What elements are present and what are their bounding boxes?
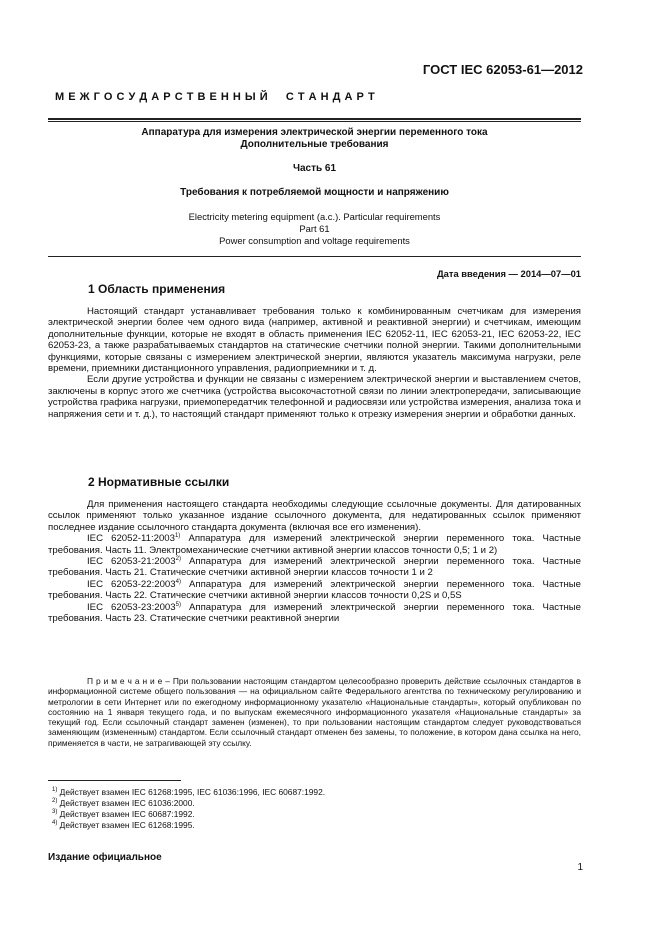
note [48, 676, 581, 748]
section1-heading: 1 Область применения [88, 282, 226, 296]
footnote-text: Действует взамен IEC 61036:2000. [57, 798, 195, 808]
reference-item [48, 533, 581, 556]
title-ru-line1: Аппаратура для измерения электрической энергии переменного тока [141, 127, 488, 138]
page-number: 1 [577, 862, 583, 873]
reference-code: IEC 62053-23:2003 [87, 601, 176, 613]
note-paragraph [48, 676, 581, 748]
intro-date: Дата введения — 2014—07—01 [436, 268, 581, 279]
section2-heading: 2 Нормативные ссылки [88, 475, 230, 489]
footnote-text: Действует взамен IEC 60687:1992. [57, 809, 195, 819]
footnote-item [52, 810, 195, 820]
standard-number: ГОСТ IEC 62053-61—2012 [422, 62, 583, 77]
reference-footnote-mark: 4) [175, 578, 181, 585]
header-rule-thick [48, 118, 581, 120]
section2-body [48, 499, 581, 624]
title-rule [48, 256, 581, 257]
title-en-line1: Electricity metering equipment (a.c.). Particular requirements [188, 211, 441, 222]
header-rule-thin [48, 121, 581, 122]
section1-body [48, 306, 581, 420]
footnote-mark: 4) [52, 820, 58, 826]
note-label: П р и м е ч а н и е [87, 676, 163, 686]
reference-footnote-mark: 1) [174, 533, 181, 540]
footnote-mark: 2) [52, 798, 58, 804]
footnote-mark: 1) [52, 787, 58, 793]
reference-footnote-mark: 5) [175, 601, 181, 608]
title-ru-line2: Дополнительные требования [240, 139, 389, 150]
reference-title: Аппаратура для измерений электрической энергии переменного тока. Частные требования. Часть 22. Статические счетчики активной энергии классов точности 0,2S и 0,5S [48, 578, 581, 602]
footnote-rule [48, 780, 181, 781]
reference-code: IEC 62053-22:2003 [87, 578, 176, 590]
section1-paragraph: Настоящий стандарт устанавливает требования только к комбинированным счетчикам для измерения электрической энергии более чем одного вида (например, активной и реактивной энергии) и счетчикам, имеющим дополнительные функции, которые не входят в область применения IEC 62052-11, IEC 62053-21, IEC 62053-22, IEC 62053-23, а также разрабатываемых стандартов на статические счетчики полной энергии. Такими дополнительными функциями, которые связаны с измерением электрической энергии, являются указатель максимума нагрузки, реле времени, приемники дистанционного управления, радиоприемники и т. д. [48, 306, 581, 375]
reference-item [48, 602, 581, 625]
reference-title: Аппаратура для измерений электрической энергии переменного тока. Частные требования. Часть 11. Электромеханические счетчики активной энергии классов точности 0,5; 1 и 2) [48, 533, 581, 556]
reference-item [48, 579, 581, 602]
reference-title: Аппаратура для измерений электрической энергии переменного тока. Частные требования. Часть 23. Статические счетчики реактивной энергии [48, 601, 581, 625]
footnote-item [52, 788, 325, 798]
reference-item [48, 556, 581, 579]
reference-code: IEC 62053-21:2003 [87, 556, 176, 568]
title-en-line3: Power consumption and voltage requirements [219, 235, 410, 246]
reference-title: Аппаратура для измерений электрической энергии переменного тока. Частные требования. Часть 21. Статические счетчики активной энергии классов точности 1 и 2 [48, 556, 581, 579]
footnote-item [52, 821, 195, 831]
standard-type: М Е Ж Г О С У Д А Р С Т В Е Н Н Ы Й С Т А Н Д А Р Т [55, 91, 376, 103]
reference-footnote-mark: 2) [175, 556, 181, 563]
section1-paragraph: Если другие устройства и функции не связаны с измерением электрической энергии и выставлением счетов, заключены в корпус этого же счетчика (устройства высокочастотной связи по линии электропередачи, записывающие устройства графика нагрузки, приемопередатчик телефонной и радиосвязи или устройства измерения, анализа тока и напряжения сети и т. д.), то настоящий стандарт применяют только к отрезку измерения энергии и обработки данных. [48, 374, 581, 420]
title-subtitle: Требования к потребляемой мощности и напряжению [180, 187, 449, 198]
title-en-line2: Part 61 [299, 223, 330, 234]
section2-paragraph: Для применения настоящего стандарта необходимы следующие ссылочные документы. Для датированных ссылок применяют только указанное издание ссылочного документа, для недатированных ссылок применяют последнее издание ссылочного стандарта документа (включая все его изменения). [48, 499, 581, 533]
reference-code: IEC 62052-11:2003 [87, 533, 175, 545]
footnote-text: Действует взамен IEC 61268:1995. [57, 820, 195, 830]
footnote-text: Действует взамен IEC 61268:1995, IEC 61036:1996, IEC 60687:1992. [57, 787, 326, 797]
note-text: – При пользовании настоящим стандартом целесообразно проверить действие ссылочных стандартов в информационной системе общего пользования — на официальном сайте Федерального агентства по техническому регулированию и метрологии в сети Интернет или по ежегодному информационному указателю «Национальные стандарты», который опубликован по состоянию на 1 января текущего года, и по выпускам ежемесячного информационного указателя «Национальные стандарты» за текущий год. Если ссылочный стандарт заменен (изменен), то при пользовании настоящим стандартом следует руководствоваться заменяющим (измененным) стандартом. Если ссылочный стандарт отменен без замены, то положение, в котором дана ссылка на него, применяется в части, не затрагивающей эту ссылку. [48, 676, 581, 748]
footnote-mark: 3) [52, 809, 58, 815]
title-part: Часть 61 [292, 163, 337, 174]
footnote-item [52, 799, 195, 809]
edition-label: Издание официальное [48, 852, 162, 863]
